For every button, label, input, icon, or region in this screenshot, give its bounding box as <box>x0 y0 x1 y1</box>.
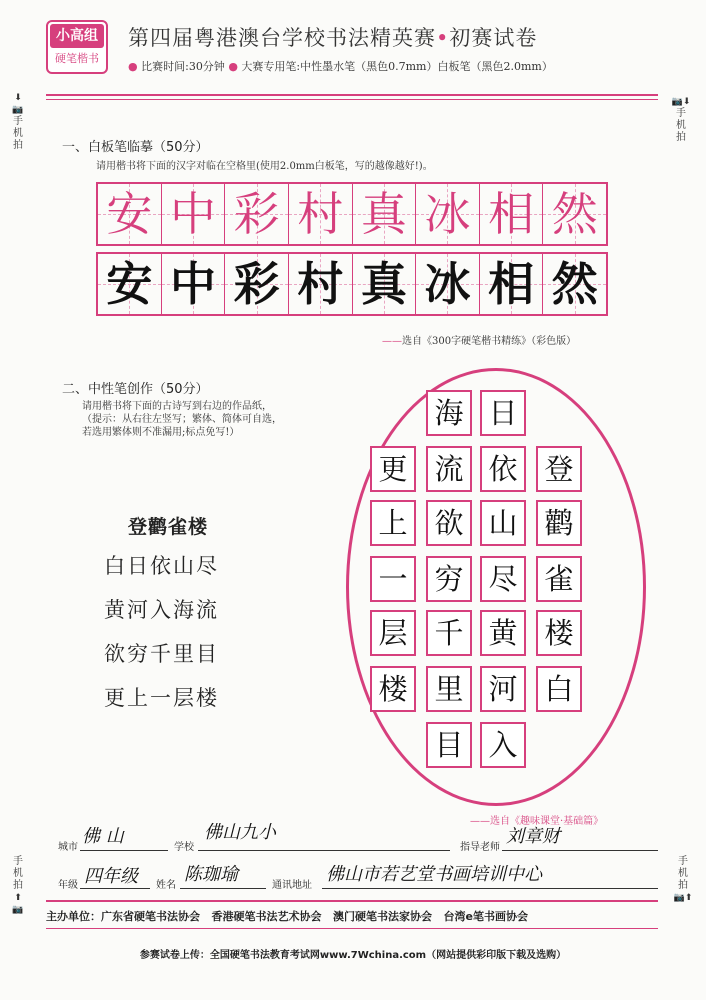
phone-photo-label-bottom-left: 手 机 拍 ⬆📷 <box>10 856 26 916</box>
work-cell: 河 <box>480 666 526 712</box>
header-divider <box>46 94 658 96</box>
work-cell: 更 <box>370 446 416 492</box>
work-cell: 雀 <box>536 556 582 602</box>
model-cell: 彩 <box>225 184 289 244</box>
phone-photo-label-bottom-right: 手 机 拍 📷⬆ <box>670 856 696 904</box>
exam-pens: 大赛专用笔:中性墨水笔（黑色0.7mm）白板笔（黑色2.0mm） <box>241 60 553 73</box>
title-tail: 初赛试卷 <box>449 26 538 50</box>
work-cell: 层 <box>370 610 416 656</box>
header-divider-thin <box>46 99 658 100</box>
phone-photo-label-top-left: ⬇📷 手 机 拍 <box>10 92 26 152</box>
practice-cell: 中 <box>162 254 226 314</box>
group-badge <box>46 20 108 74</box>
poem-line: 更上一层楼 <box>104 686 219 710</box>
work-cell: 穷 <box>426 556 472 602</box>
model-cell: 村 <box>289 184 353 244</box>
city-underline <box>80 850 168 851</box>
school-label: 学校 <box>174 842 194 853</box>
bullet-icon: ● <box>128 60 138 73</box>
title-dot: • <box>436 26 450 50</box>
work-cell: 白 <box>536 666 582 712</box>
work-cell: 日 <box>480 390 526 436</box>
footer-divider <box>46 900 658 902</box>
poem-line: 欲穷千里目 <box>104 642 219 666</box>
work-cell: 依 <box>480 446 526 492</box>
organizers-label: 主办单位： <box>46 910 101 923</box>
exam-rules <box>128 58 553 74</box>
work-cell: 千 <box>426 610 472 656</box>
practice-cell: 冰 <box>416 254 480 314</box>
work-cell: 鹳 <box>536 500 582 546</box>
section1-source: ——选自《300字硬笔楷书精练》（彩色版） <box>382 336 577 347</box>
grade-underline <box>80 888 150 889</box>
model-cell: 真 <box>353 184 417 244</box>
model-cell: 中 <box>162 184 226 244</box>
work-cell: 欲 <box>426 500 472 546</box>
school-underline <box>198 850 450 851</box>
work-cell: 入 <box>480 722 526 768</box>
badge-type: 硬笔楷书 <box>55 52 99 65</box>
section2-instructions: 请用楷书将下面的古诗写到右边的作品纸， （提示：从右往左竖写；繁体、简体可自选， 若选用繁体则不准漏用;标点免写!） <box>82 401 282 438</box>
practice-cell: 相 <box>480 254 544 314</box>
work-cell: 楼 <box>370 666 416 712</box>
work-cell: 楼 <box>536 610 582 656</box>
school-value: 佛山九小 <box>204 822 276 843</box>
work-cell: 黄 <box>480 610 526 656</box>
practice-cell: 安 <box>98 254 162 314</box>
model-cell: 相 <box>480 184 544 244</box>
camera-icon: 📷⬆ <box>673 893 693 903</box>
title-main: 第四届粤港澳台学校书法精英赛 <box>128 26 436 50</box>
poem-line: 黄河入海流 <box>104 598 219 622</box>
practice-cell: 真 <box>353 254 417 314</box>
city-value: 佛 山 <box>82 826 124 847</box>
exam-time: 比赛时间:30分钟 <box>141 60 225 73</box>
work-cell: 目 <box>426 722 472 768</box>
practice-cell: 彩 <box>225 254 289 314</box>
teacher-label: 指导老师 <box>460 842 500 853</box>
city-label: 城市 <box>58 842 78 853</box>
work-cell: 上 <box>370 500 416 546</box>
bullet-icon: ● <box>228 60 238 73</box>
address-value: 佛山市若艺堂书画培训中心 <box>326 864 542 885</box>
practice-cell: 村 <box>289 254 353 314</box>
address-label: 通讯地址 <box>272 880 312 891</box>
practice-grid <box>96 252 608 316</box>
model-cell: 安 <box>98 184 162 244</box>
model-grid <box>96 182 608 246</box>
poem-line: 白日依山尽 <box>104 554 219 578</box>
address-underline <box>322 888 658 889</box>
camera-icon: ⬆📷 <box>12 893 24 915</box>
work-cell: 登 <box>536 446 582 492</box>
organizers: 主办单位：广东省硬笔书法协会 香港硬笔书法艺术协会 澳门硬笔书法家协会 台湾e笔书画协会 <box>46 910 528 923</box>
work-cell: 海 <box>426 390 472 436</box>
poem-title: 登鹳雀楼 <box>128 516 209 538</box>
badge-level: 小高组 <box>50 24 104 48</box>
camera-icon: 📷⬇ <box>671 97 691 107</box>
teacher-value: 刘章财 <box>506 826 560 847</box>
work-cell: 流 <box>426 446 472 492</box>
work-cell: 尽 <box>480 556 526 602</box>
practice-cell: 然 <box>543 254 606 314</box>
name-value: 陈珈瑜 <box>184 864 238 885</box>
work-cell: 一 <box>370 556 416 602</box>
work-cell: 里 <box>426 666 472 712</box>
grade-label: 年级 <box>58 880 78 891</box>
section2-source: ——选自《趣味课堂·基础篇》 <box>470 816 604 827</box>
section2-heading: 二、中性笔创作（50分） <box>62 382 209 397</box>
grade-value: 四年级 <box>84 866 138 887</box>
upload-note: 参赛试卷上传：全国硬笔书法教育考试网www.7Wchina.com（网站提供彩印版下载及选购） <box>139 950 567 961</box>
page-title <box>128 22 537 52</box>
camera-icon: ⬇📷 <box>12 93 24 115</box>
section1-heading: 一、白板笔临摹（50分） <box>62 140 209 155</box>
teacher-underline <box>502 850 658 851</box>
model-cell: 然 <box>543 184 606 244</box>
name-label: 姓名 <box>156 880 176 891</box>
section1-instruction: 请用楷书将下面的汉字对临在空格里(使用2.0mm白板笔，写的越像越好!)。 <box>96 161 433 172</box>
footer-divider-thin <box>46 928 658 929</box>
work-cell: 山 <box>480 500 526 546</box>
phone-photo-label-top-right: 📷⬇ 手 机 拍 <box>668 96 694 144</box>
model-cell: 冰 <box>416 184 480 244</box>
name-underline <box>180 888 266 889</box>
